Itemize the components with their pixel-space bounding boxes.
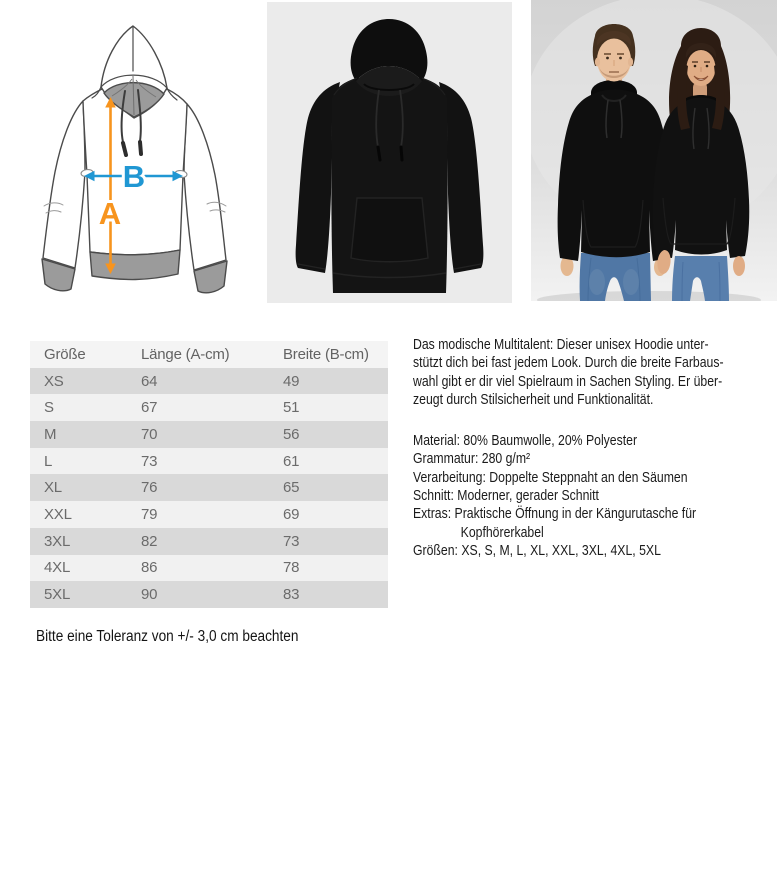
- description-line: Grammatur: 280 g/m²: [413, 451, 531, 468]
- length-cell: 64: [141, 372, 158, 390]
- description-line: Kopfhörerkabel: [413, 524, 544, 541]
- length-cell: 76: [141, 479, 158, 497]
- length-cell: 82: [141, 532, 158, 550]
- description-line: Material: 80% Baumwolle, 20% Polyester: [413, 433, 638, 450]
- size-cell: L: [44, 452, 53, 470]
- size-table: [30, 341, 388, 608]
- description-line: wahl gibt er dir viel Spielraum in Sachen Styling. Er über-: [413, 373, 723, 390]
- description-intro: [413, 336, 751, 409]
- size-cell: 5XL: [44, 586, 71, 604]
- woman-left-hand: [733, 256, 745, 276]
- width-cell: 51: [283, 399, 300, 417]
- length-cell: 70: [141, 425, 158, 443]
- width-cell: 61: [283, 452, 300, 470]
- length-cell: 90: [141, 586, 158, 604]
- size-diagram-image: [30, 10, 240, 300]
- description-line: Verarbeitung: Doppelte Steppnaht an den Säumen: [413, 469, 688, 486]
- hoodie-measurement-sketch: [30, 10, 240, 300]
- size-cell: XXL: [44, 505, 72, 523]
- tolerance-note: Bitte eine Toleranz von +/- 3,0 cm beachten: [36, 628, 299, 645]
- size-table-body: [30, 368, 388, 608]
- table-row: [30, 448, 388, 475]
- table-row: [30, 501, 388, 528]
- black-hoodie-photo: [267, 2, 512, 303]
- width-cell: 78: [283, 559, 300, 577]
- width-cell: 69: [283, 505, 300, 523]
- width-cell: 65: [283, 479, 300, 497]
- width-cell: 49: [283, 372, 300, 390]
- length-cell: 86: [141, 559, 158, 577]
- size-cell: XS: [44, 372, 64, 390]
- table-row: [30, 474, 388, 501]
- table-row: [30, 528, 388, 555]
- paragraph-gap: [413, 409, 751, 432]
- description-line: Schnitt: Moderner, gerader Schnitt: [413, 488, 599, 505]
- width-cell: 83: [283, 586, 300, 604]
- size-cell: S: [44, 399, 54, 417]
- size-cell: XL: [44, 479, 62, 497]
- column-header-size: Größe: [44, 345, 86, 363]
- models-photo-image: [531, 0, 777, 301]
- table-row: [30, 421, 388, 448]
- width-cell: 73: [283, 532, 300, 550]
- size-cell: 4XL: [44, 559, 71, 577]
- table-row: [30, 394, 388, 421]
- product-description: [413, 336, 751, 560]
- description-line: Extras: Praktische Öffnung in der Kängurutasche für: [413, 506, 697, 523]
- table-row: [30, 555, 388, 582]
- table-row: [30, 368, 388, 395]
- table-row: [30, 581, 388, 608]
- length-cell: 67: [141, 399, 158, 417]
- models-wearing-hoodies: [531, 0, 777, 301]
- product-photo-image: [267, 2, 512, 303]
- description-line: Größen: XS, S, M, L, XL, XXL, 3XL, 4XL, 5XL: [413, 542, 661, 559]
- width-cell: 56: [283, 425, 300, 443]
- size-cell: 3XL: [44, 532, 71, 550]
- description-line: stützt dich bei fast jedem Look. Durch die breite Farbaus-: [413, 355, 724, 372]
- description-details: [413, 432, 751, 560]
- description-line: zeugt durch Stilsicherheit und Funktionalität.: [413, 391, 654, 408]
- description-line: Das modische Multitalent: Dieser unisex Hoodie unter-: [413, 337, 709, 353]
- size-cell: M: [44, 425, 57, 443]
- length-arrow-label: A: [98, 196, 122, 231]
- width-arrow-label: B: [122, 159, 146, 194]
- length-cell: 73: [141, 452, 158, 470]
- column-header-length: Länge (A-cm): [141, 345, 230, 363]
- size-table-header: [30, 341, 388, 368]
- length-cell: 79: [141, 505, 158, 523]
- column-header-width: Breite (B-cm): [283, 345, 369, 363]
